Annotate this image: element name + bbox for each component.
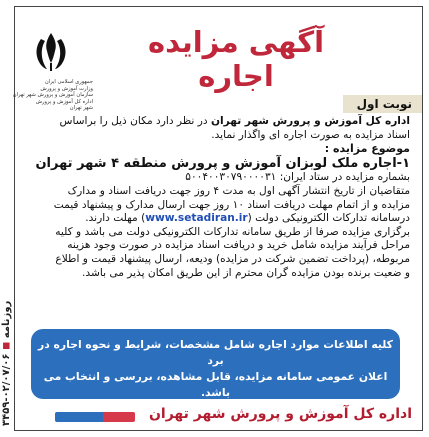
signature: اداره کل آموزش و پرورش شهر تهران: [148, 406, 412, 422]
page-title: آگهی مزایده اجاره: [147, 25, 325, 93]
ad-body: [37, 115, 410, 280]
item-title: ۱-اجاره ملک لوبزان آموزش و پرورش منطقه ۴ شهر تهران: [35, 155, 410, 171]
para-2-line: مربوطه، (پرداخت تضمین شرکت در مزایده) ودیعه، ارسال پیشنهاد قیمت و اطلاع: [55, 252, 410, 265]
paper-name: روزنامه: [1, 300, 12, 339]
para-2-line: مراحل فرآیند مزایده شامل خرید و دریافت اسناد مزایده در صورت وجود هزینه: [67, 239, 410, 252]
ad-frame: [14, 6, 423, 431]
org-line: جمهوری اسلامی ایران: [44, 79, 93, 85]
iran-emblem-icon: [27, 29, 75, 75]
para-2-line: و ضعیت برنده بودن مزایده گران محترم از این طریق امکان پذیر می باشد.: [82, 266, 410, 279]
footer-notice: [31, 329, 400, 399]
org-block: [12, 79, 93, 112]
round-badge: نوبت اول: [343, 95, 422, 113]
setad-link[interactable]: www.setadiran.ir: [145, 212, 248, 225]
para-1-post: ) مهلت دارند.: [85, 212, 146, 225]
org-line: اداره کل آموزش و پرورش: [35, 98, 93, 105]
side-strip: [0, 6, 14, 431]
subject-heading: موضوع مزایده :: [324, 142, 410, 156]
intro-org: اداره کل آموزش و پرورش شهر تهران: [210, 115, 410, 127]
org-line: شهر تهران: [69, 105, 93, 111]
footer-line: اعلان عمومی سامانه مزایده، قابل مشاهده، بررسی و انتخاب می باشد.: [43, 370, 388, 399]
org-line: وزارت آموزش و پرورش: [40, 85, 93, 92]
signature-bar: [55, 412, 135, 422]
side-caption: [1, 301, 12, 426]
intro-rest: در نظر دارد مکان ذیل را براساس: [59, 115, 211, 127]
para-1-line: [37, 212, 410, 226]
footer-line: کلیه اطلاعات موارد اجاره شامل مشخصات، شرایط و نحوه اجاره در برد: [38, 338, 393, 367]
intro-line-2: اسناد مزایده به صورت اجاره ای واگذار نماید.: [211, 128, 410, 141]
para-1-line: متقاضیان از تاریخ انتشار آگهی اول به مدت ۴ روز جهت دریافت اسناد و مدارک: [67, 184, 410, 197]
date-code: ۰۲/۰۷/۰۶-۳۴۵۹: [1, 353, 12, 426]
para-1-pre: درسامانه تدارکات الکترونیکی دولت (: [247, 212, 410, 225]
para-1-line: مزایده و از اتمام مهلت دریافت اسناد ۱۰ روز جهت ارسال مدارک و پیشنهاد قیمت: [53, 198, 410, 211]
org-line: سازمان آموزش و پرورش شهر تهران: [12, 92, 93, 98]
paper-logo-icon: ◼: [1, 341, 12, 350]
intro-line: [37, 115, 410, 129]
para-2-line: برگزاری مزایده صرفا از طریق سامانه تدارکات الکترونیکی دولت می باشد و کلیه: [55, 225, 410, 238]
auction-number: بشماره مزایده در ستاد ایران: ۵۰۰۴۰۰۳۰۷۹۰۰۰۰۳۱: [185, 171, 410, 184]
